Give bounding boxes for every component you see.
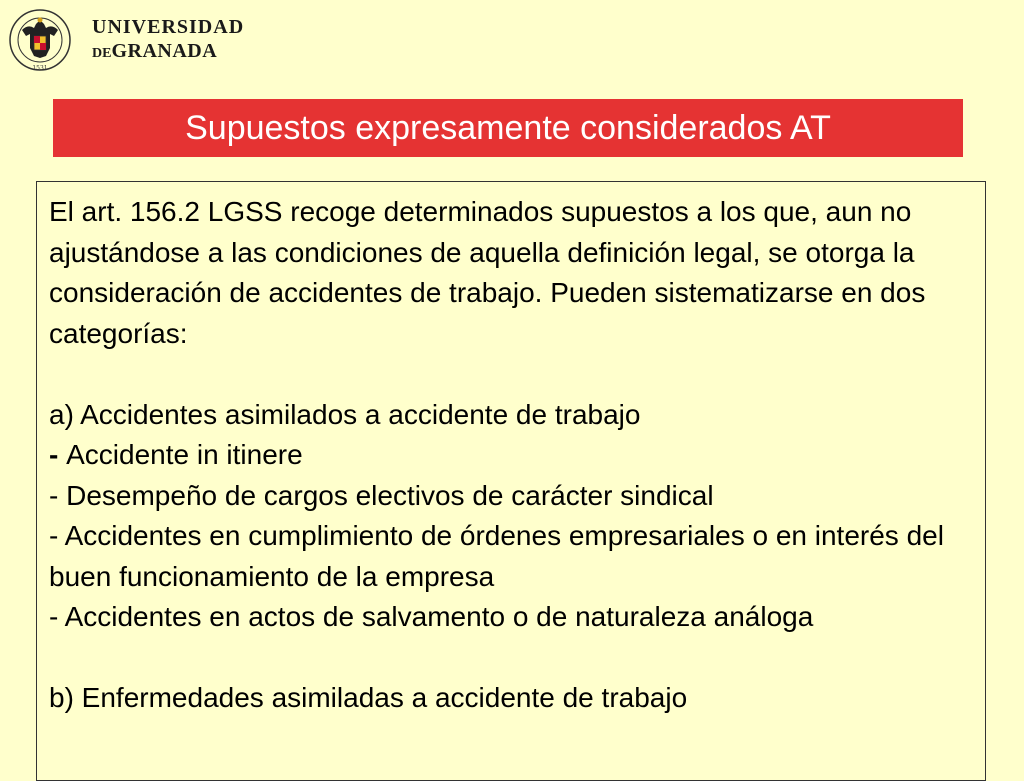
intro-paragraph: El art. 156.2 LGSS recoge determinados supuestos a los que, aun no ajustándose a las condiciones de aquella definición legal, se otorga la consideración de accidentes de trabajo. Pueden sistematizarse en dos categorías: (49, 196, 926, 349)
list-item: - Accidentes en actos de salvamento o de naturaleza análoga (49, 601, 814, 632)
list-item: - Accidentes en cumplimiento de órdenes empresariales o en interés del buen funcionamiento de la empresa (49, 520, 944, 592)
university-logo (8, 6, 244, 74)
university-prefix: DE (92, 45, 112, 61)
university-seal-icon (8, 6, 72, 74)
university-name (92, 15, 244, 66)
section-b-heading: b) Enfermedades asimiladas a accidente de trabajo (49, 682, 688, 713)
list-item-text: Accidente in itinere (66, 439, 303, 470)
page-title: Supuestos expresamente considerados AT (185, 108, 831, 147)
title-bar (53, 99, 963, 157)
list-item-text: Desempeño de cargos electivos de carácter sindical (66, 479, 714, 511)
list-item-text: Accidentes en cumplimiento de órdenes empresariales o en interés del buen funcionamiento de la empresa (49, 520, 944, 592)
spacer (49, 638, 973, 679)
university-city: GRANADA (111, 39, 218, 62)
spacer (49, 354, 973, 395)
university-name-line1: UNIVERSIDAD (92, 15, 245, 38)
svg-text:1531: 1531 (32, 65, 48, 72)
list-item-text: Accidentes en actos de salvamento o de naturaleza análoga (64, 601, 814, 632)
list-item: - Desempeño de cargos electivos de carácter sindical (49, 479, 714, 511)
university-name-line2 (92, 39, 244, 66)
content-box (36, 181, 986, 781)
list-item: - Accidente in itinere (49, 439, 303, 470)
section-a-heading: a) Accidentes asimilados a accidente de trabajo (49, 398, 641, 430)
